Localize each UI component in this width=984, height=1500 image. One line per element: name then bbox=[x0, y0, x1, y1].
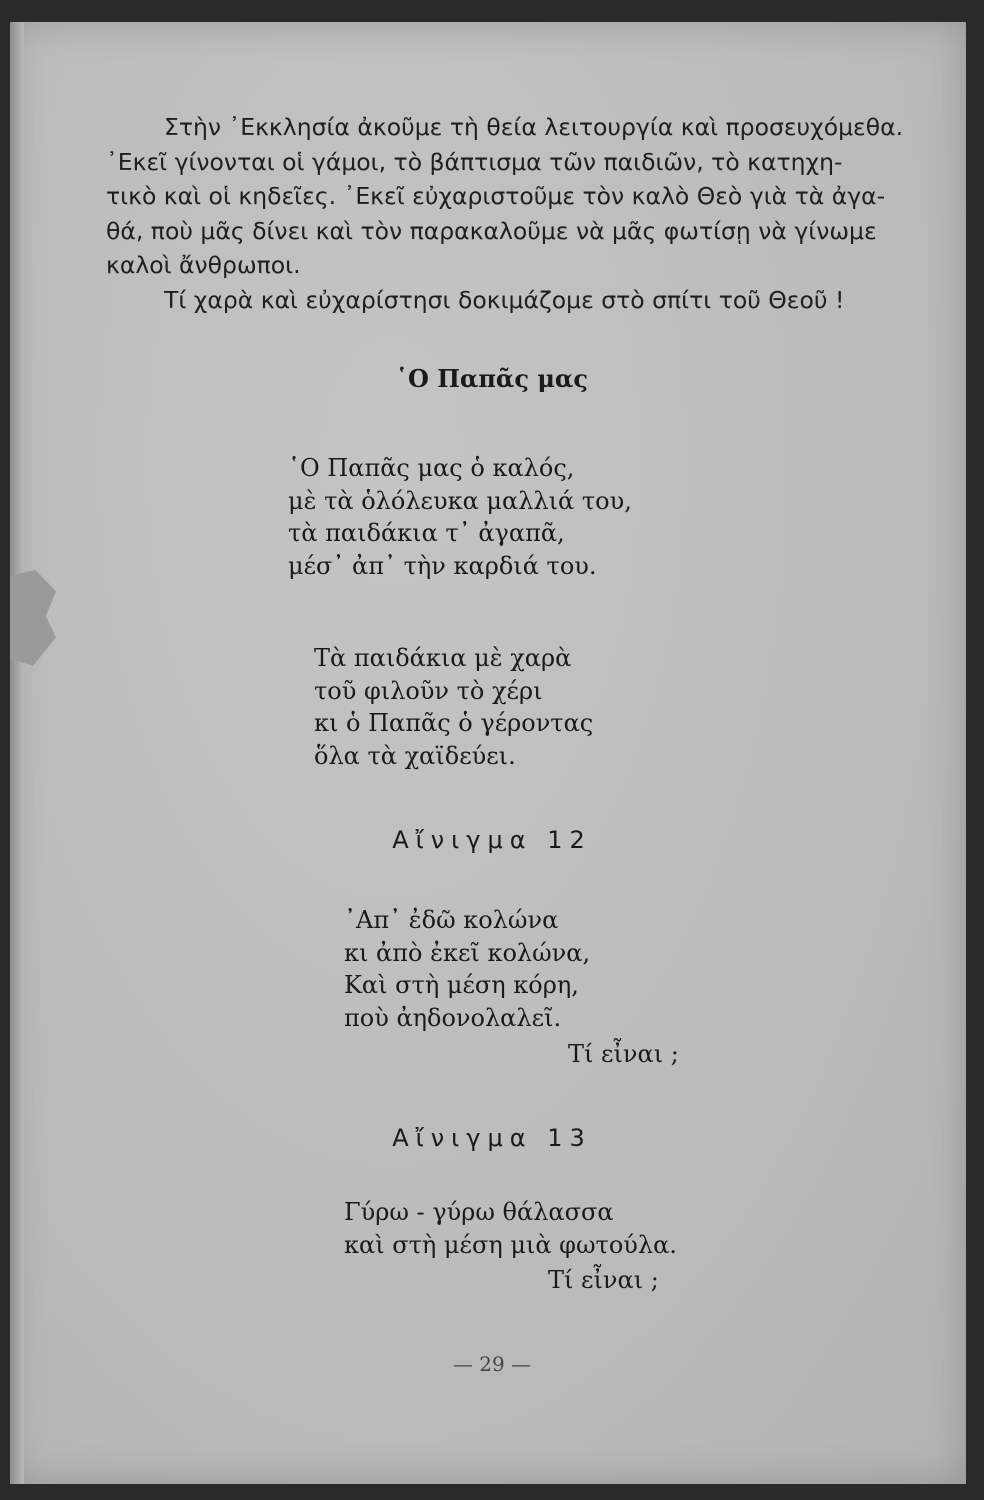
verse-line: ποὺ ἀηδονολαλεῖ. bbox=[344, 1003, 562, 1032]
verse-line: τὰ παιδάκια τ᾽ ἀγαπᾶ, bbox=[288, 519, 565, 547]
verse-line: κι ὁ Παπᾶς ὁ γέροντας bbox=[314, 709, 594, 737]
paragraph-line: ᾽Εκεῖ γίνονται οἱ γάμοι, τὸ βάπτισμα τῶν παιδιῶν, τὸ κατηχη- bbox=[106, 147, 843, 176]
verse-line: Γύρω - γύρω θάλασσα bbox=[344, 1198, 614, 1226]
intro-paragraph bbox=[106, 110, 904, 317]
poem-stanza-2 bbox=[314, 642, 593, 772]
verse-line: τοῦ φιλοῦν τὸ χέρι bbox=[314, 676, 543, 705]
verse-line: μὲ τὰ ὁλόλευκα μαλλιά του, bbox=[288, 486, 632, 515]
paragraph-line: θά, ποὺ μᾶς δίνει καὶ τὸν παρακαλοῦμε νὰ μᾶς φωτίσῃ νὰ γίνωμε bbox=[106, 216, 877, 245]
verse-line: μέσ᾽ ἀπ᾽ τὴν καρδιά του. bbox=[288, 551, 597, 580]
riddle-13-text bbox=[344, 1196, 677, 1261]
paragraph-line: καλοὶ ἄνθρωποι. bbox=[106, 251, 301, 279]
riddle-12-text bbox=[344, 904, 590, 1034]
verse-line: ὅλα τὰ χαϊδεύει. bbox=[314, 741, 516, 770]
binding-gutter bbox=[10, 22, 24, 1484]
riddle-13-title: Αἴνιγμα 13 bbox=[392, 1124, 592, 1152]
poem-title: ῾Ο Παπᾶς μας bbox=[395, 364, 589, 393]
verse-line: καὶ στὴ μέση μιὰ φωτούλα. bbox=[344, 1230, 677, 1259]
verse-line: ῾Ο Παπᾶς μας ὁ καλός, bbox=[288, 454, 575, 482]
riddle-12-title: Αἴνιγμα 12 bbox=[392, 826, 592, 854]
riddle-12-question: Τί εἶναι ; bbox=[568, 1040, 679, 1068]
verse-line: κι ἀπὸ ἐκεῖ κολώνα, bbox=[344, 938, 591, 967]
poem-stanza-1 bbox=[288, 452, 632, 582]
torn-edge bbox=[10, 570, 56, 666]
paragraph-line: Στὴν ᾽Εκκλησία ἀκοῦμε τὴ θεία λειτουργία καὶ προσευχόμεθα. bbox=[164, 113, 904, 141]
exclamation-line: Τί χαρὰ καὶ εὐχαρίστησι δοκιμάζομε στὸ σπίτι τοῦ Θεοῦ ! bbox=[164, 285, 845, 314]
verse-line: ᾽Απ᾽ ἐδῶ κολώνα bbox=[344, 906, 559, 934]
verse-line: Καὶ στὴ μέση κόρη, bbox=[344, 971, 579, 999]
verse-line: Τὰ παιδάκια μὲ χαρὰ bbox=[314, 644, 572, 672]
paragraph-line: τικὸ καὶ οἱ κηδεῖες. ᾽Εκεῖ εὐχαριστοῦμε τὸν καλὸ Θεὸ γιὰ τὰ ἀγα- bbox=[106, 182, 886, 210]
riddle-13-question: Τί εἶναι ; bbox=[548, 1266, 659, 1294]
page-number: — 29 — bbox=[452, 1352, 532, 1376]
